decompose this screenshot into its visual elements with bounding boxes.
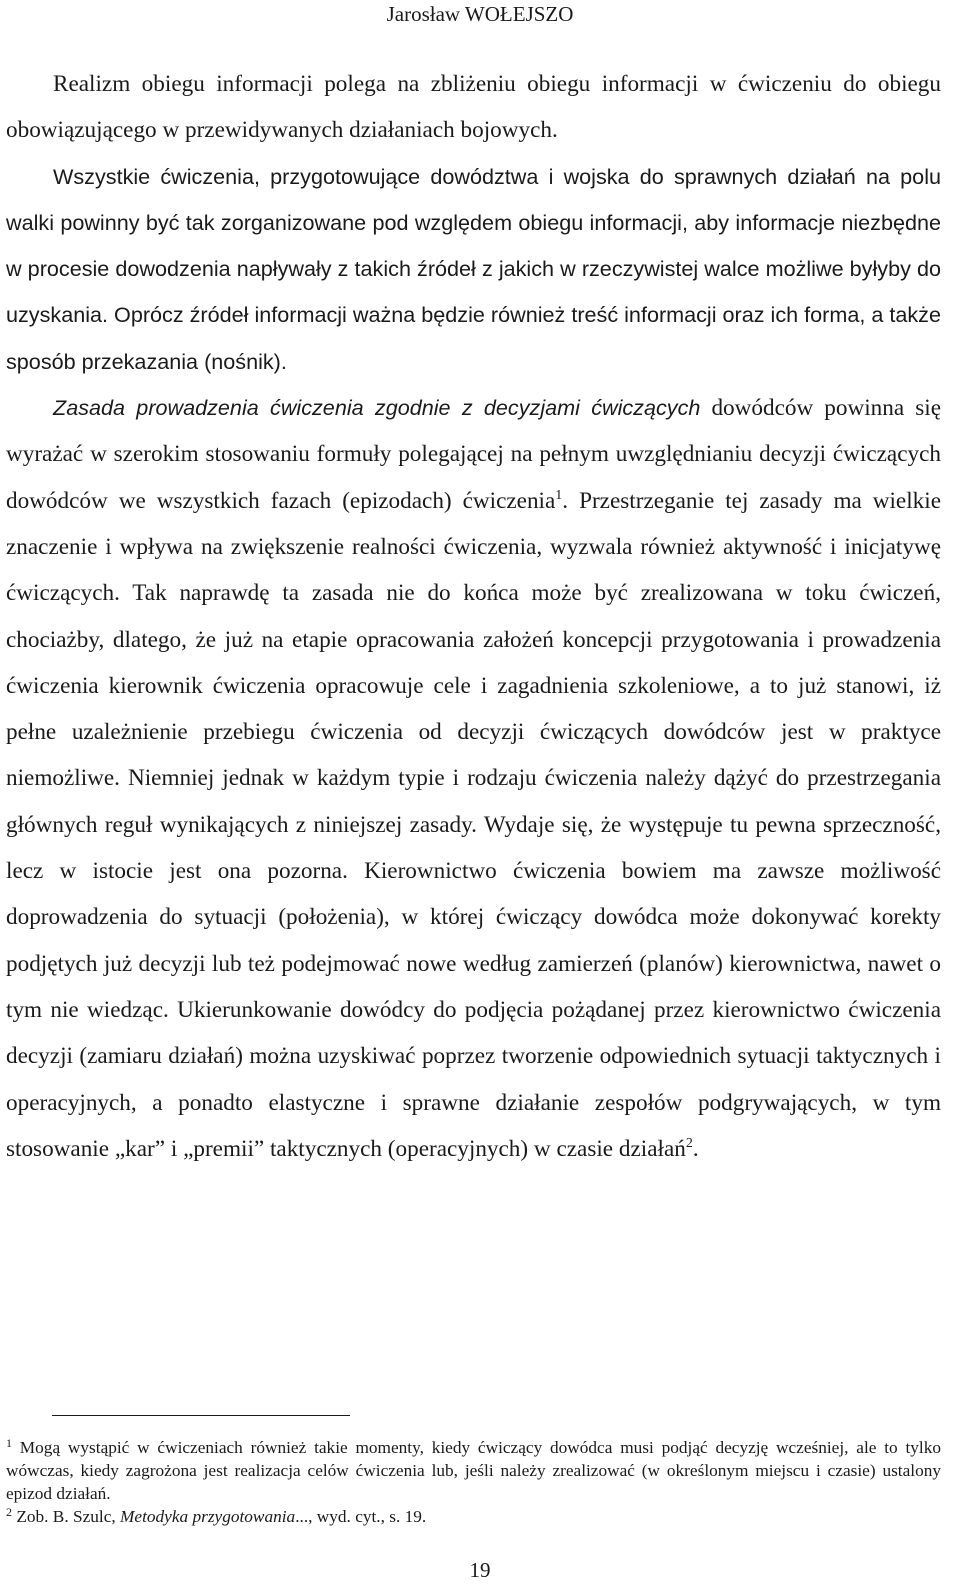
- footnote-separator: [52, 1415, 350, 1416]
- footnote-text: Mogą wystąpić w ćwiczeniach również takie momenty, kiedy ćwiczący dowódca musi podjąć decyzję wcześniej, ale to tylko wówczas, kiedy zagrożona jest realizacja celów ćwiczenia lub, jeśli należy zrealizować (w określonym miejscu i czasie) ustalony epizod działań.: [6, 1438, 941, 1503]
- paragraph-text: .: [692, 1135, 699, 1162]
- principle-title: Zasada prowadzenia ćwiczenia zgodnie z decyzjami ćwiczących: [53, 395, 701, 421]
- footnote-number: 2: [6, 1505, 12, 1519]
- footnotes: [6, 1436, 941, 1528]
- paragraph-information-flow: Wszystkie ćwiczenia, przygotowujące dowództwa i wojska do sprawnych działań na polu walki powinny być tak zorganizowane pod względem obiegu informacji, aby informacje niezbędne w procesie dowodzenia napływały z takich źródeł z jakich w rzeczywistej walce możliwe byłyby do uzyskania. Oprócz źródeł informacji ważna będzie również treść informacji oraz ich forma, a także sposób przekazania (nośnik).: [6, 163, 941, 374]
- footnote-ref-2[interactable]: 2: [685, 1135, 693, 1151]
- running-header: Jarosław WOŁEJSZO: [386, 2, 574, 26]
- footnote-1: [6, 1436, 941, 1505]
- main-text: [6, 61, 941, 1172]
- footnote-ref-1[interactable]: 1: [555, 487, 563, 503]
- footnote-2: [6, 1505, 941, 1528]
- paragraph-realism: Realizm obiegu informacji polega na zbliżeniu obiegu informacji w ćwiczeniu do obiegu obowiązującego w przewidywanych działaniach bojowych.: [6, 71, 941, 144]
- cited-title: Metodyka przygotowania: [120, 1507, 296, 1526]
- footnote-text: ..., wyd. cyt., s. 19.: [295, 1507, 427, 1526]
- footnote-text: Zob. B. Szulc,: [12, 1507, 120, 1526]
- paragraph-text: . Przestrzeganie tej zasady ma wielkie znaczenie i wpływa na zwiększenie realności ćwiczenia, wyzwala również aktywność i inicjatywę ćwiczących. Tak naprawdę ta zasada nie do końca może być zrealizowana w toku ćwiczeń, chociażby, dlatego, że już na etapie opracowania założeń koncepcji przygotowania i prowadzenia ćwiczenia kierownik ćwiczenia opracowuje cele i zagadnienia szkoleniowe, a to już stanowi, iż pełne uzależnienie przebiegu ćwiczenia od decyzji ćwiczących dowódców jest w praktyce niemożliwe. Niemniej jednak w każdym typie i rodzaju ćwiczenia należy dążyć do przestrzegania głównych reguł wynikających z niniejszej zasady. Wydaje się, że występuje tu pewna sprzeczność, lecz w istocie jest ona pozorna. Kierownictwo ćwiczenia bowiem ma zawsze możliwość doprowadzenia do sytuacji (położenia), w której ćwiczący dowódca może dokonywać korekty podjętych już decyzji lub też podejmować nowe według zamierzeń (planów) kierownictwa, nawet o tym nie wiedząc. Ukierunkowanie dowódcy do podjęcia pożądanej przez kierownictwo ćwiczenia decyzji (zamiaru działań) można uzyskiwać poprzez tworzenie odpowiednich sytuacji taktycznych i operacyjnych, a ponadto elastyczne i sprawne działanie zespołów podgrywających, w tym stosowanie „kar” i „premii” taktycznych (operacyjnych) w czasie działań: [6, 487, 941, 1162]
- footnote-number: 1: [6, 1436, 12, 1450]
- paragraph-text: dowódców powinna się wyrażać w szerokim stosowaniu formuły polegającej na pełnym uwzględnianiu decyzji ćwiczących dowódców we wszystkich fazach (epizodach) ćwiczenia: [6, 395, 941, 514]
- paragraph-decision-principle: [6, 385, 941, 1172]
- page-number: 19: [469, 1558, 491, 1582]
